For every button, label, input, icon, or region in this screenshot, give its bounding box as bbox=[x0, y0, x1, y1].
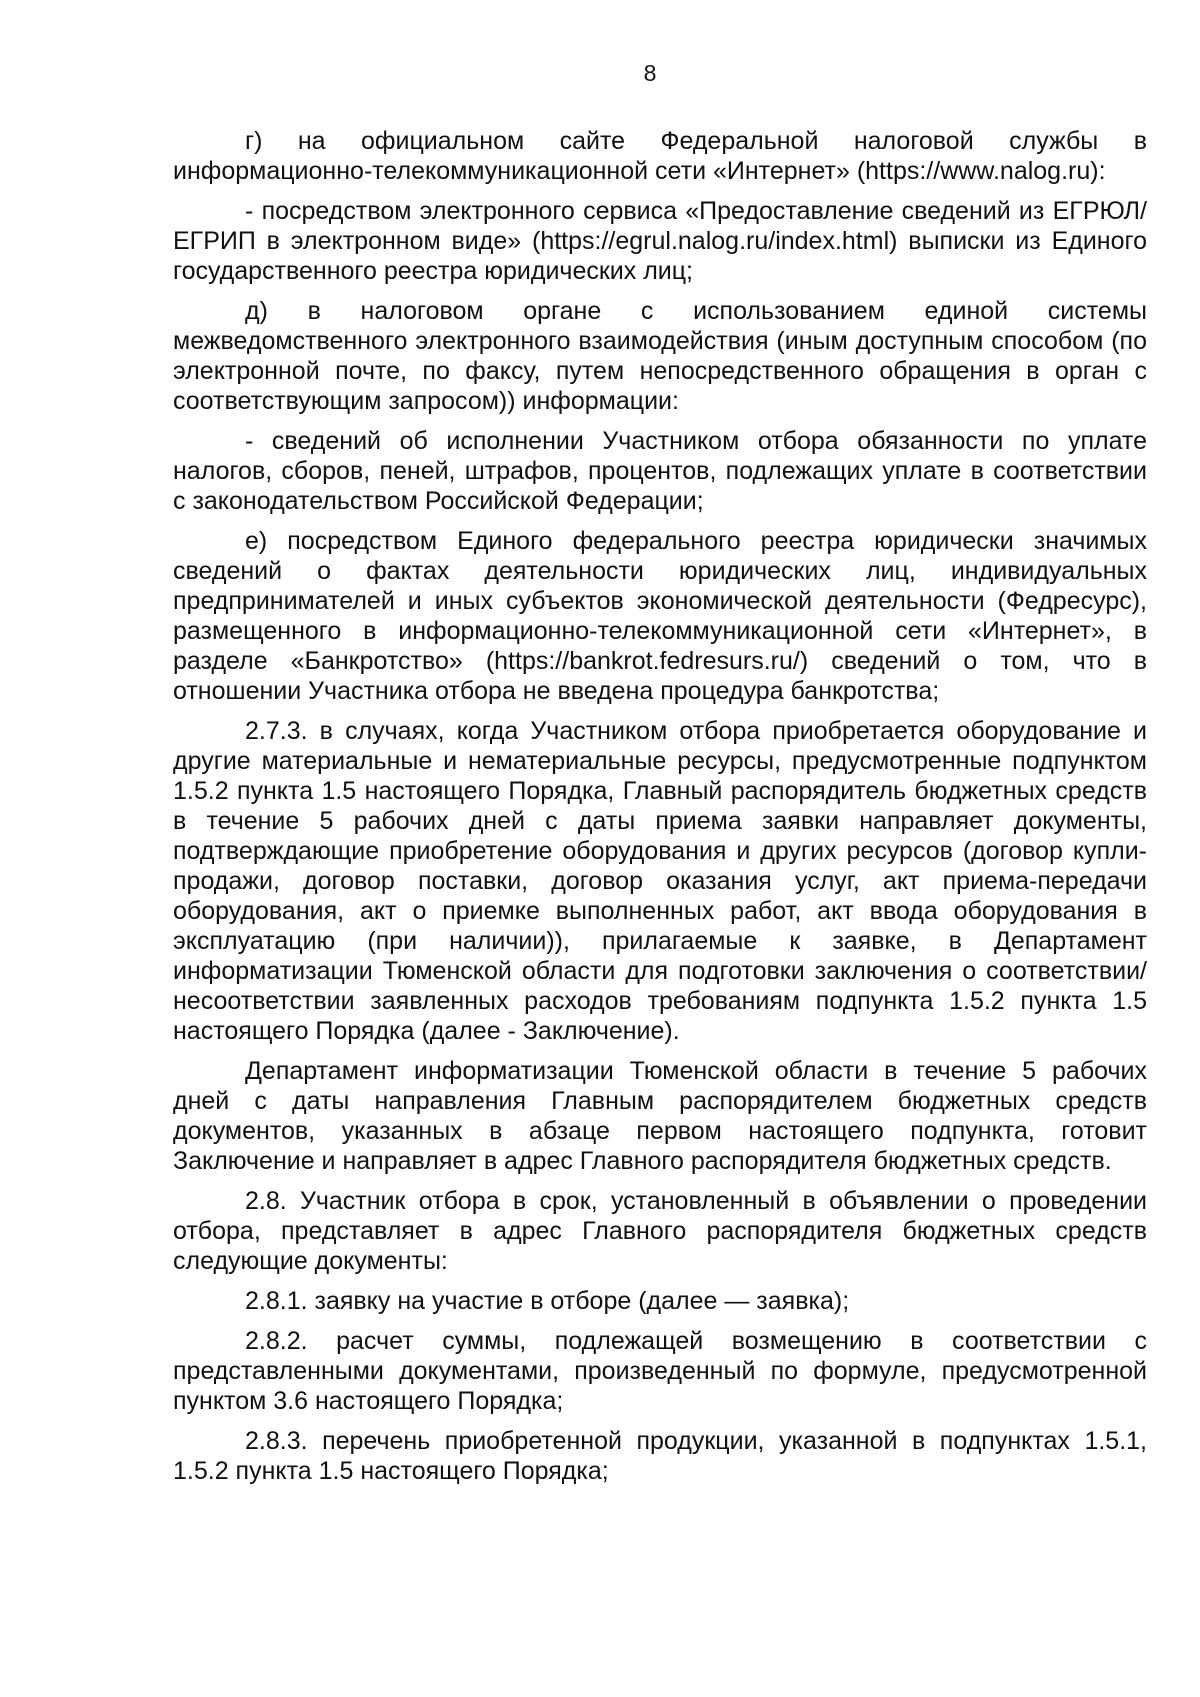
paragraph-g-nalog-site: г) на официальном сайте Федеральной налоговой службы в информационно-телекоммуникационной сети «Интернет» (https://www.nalog.ru): bbox=[173, 127, 1147, 185]
paragraph-2-8: 2.8. Участник отбора в срок, установленный в объявлении о проведении отбора, представляет в адрес Главного распорядителя бюджетных средств следующие документы: bbox=[173, 1187, 1147, 1275]
paragraph-egrul-extract: - посредством электронного сервиса «Предоставление сведений из ЕГРЮЛ/ЕГРИП в электронном виде» (https://egrul.nalog.ru/index.html) выписки из Единого государственного реестра юридических лиц; bbox=[173, 197, 1147, 285]
paragraph-2-8-2: 2.8.2. расчет суммы, подлежащей возмещению в соответствии с представленными документами, произведенный по формуле, предусмотренной пунктом 3.6 настоящего Порядка; bbox=[173, 1327, 1147, 1415]
paragraph-2-8-1: 2.8.1. заявку на участие в отборе (далее — заявка); bbox=[245, 1287, 850, 1315]
paragraph-tax-obligations: - сведений об исполнении Участником отбора обязанности по уплате налогов, сборов, пеней, штрафов, процентов, подлежащих уплате в соответствии с законодательством Российской Федерации; bbox=[173, 427, 1147, 515]
paragraph-2-7-3: 2.7.3. в случаях, когда Участником отбора приобретается оборудование и другие материальные и нематериальные ресурсы, предусмотренные подпунктом 1.5.2 пункта 1.5 настоящего Порядка, Главный распорядитель бюджетных средств в течение 5 рабочих дней с даты приема заявки направляет документы, подтверждающие приобретение оборудования и других ресурсов (договор купли-продажи, договор поставки, договор оказания услуг, акт приема-передачи оборудования, акт о приемке выполненных работ, акт ввода оборудования в эксплуатацию (при наличии)), прилагаемые к заявке, в Департамент информатизации Тюменской области для подготовки заключения о соответствии/несоответствии заявленных расходов требованиям подпункта 1.5.2 пункта 1.5 настоящего Порядка (далее - Заключение). bbox=[173, 717, 1147, 1045]
page-number: 8 bbox=[643, 60, 657, 86]
paragraph-department-conclusion: Департамент информатизации Тюменской области в течение 5 рабочих дней с даты направления Главным распорядителем бюджетных средств документов, указанных в абзаце первом настоящего подпункта, готовит Заключение и направляет в адрес Главного распорядителя бюджетных средств. bbox=[173, 1057, 1147, 1175]
paragraph-e-fedresurs: е) посредством Единого федерального реестра юридически значимых сведений о фактах деятельности юридических лиц, индивидуальных предпринимателей и иных субъектов экономической деятельности (Федресурс), размещенного в информационно-телекоммуникационной сети «Интернет», в разделе «Банкротство» (https://bankrot.fedresurs.ru/) сведений о том, что в отношении Участника отбора не введена процедура банкротства; bbox=[173, 527, 1147, 705]
paragraph-2-8-3: 2.8.3. перечень приобретенной продукции, указанной в подпунктах 1.5.1, 1.5.2 пункта 1.5 настоящего Порядка; bbox=[173, 1427, 1147, 1485]
paragraph-d-tax-authority: д) в налоговом органе с использованием единой системы межведомственного электронного взаимодействия (иным доступным способом (по электронной почте, по факсу, путем непосредственного обращения в орган с соответствующим запросом)) информации: bbox=[173, 297, 1147, 415]
